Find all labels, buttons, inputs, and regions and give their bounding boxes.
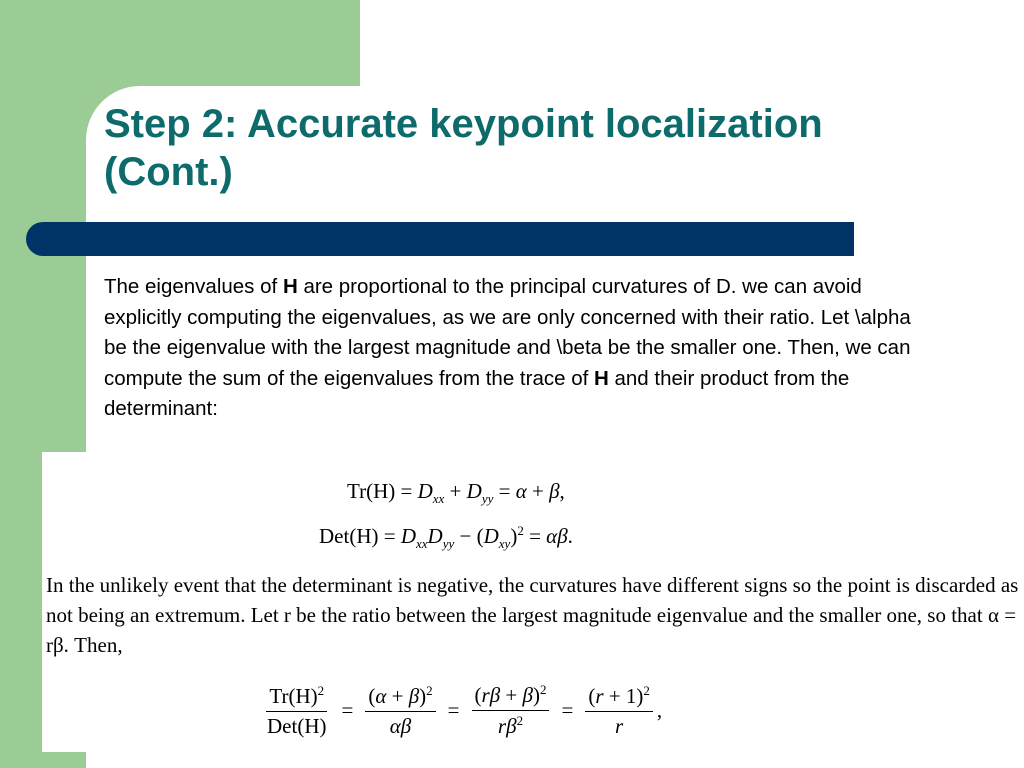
fraction-alpha-beta: $\frac{(\alpha + \beta)^2}{\alpha\beta}$ [365,683,435,739]
body-paragraph [104,272,924,425]
determinant-equation: $Det(H) = D_{xx}D_{yy} - (D_{xy})^2 = \alpha\beta$. [319,523,573,552]
title-line-1: Step 2: Accurate keypoint localization [104,102,823,146]
ratio-equation: $\frac{Tr(H)^2}{\text{Det(H)}}$ = $\frac{(\alpha + \beta)^2}{\alpha\beta}$ = $\frac{(r\beta + \beta)^2}{r\beta^2}$ = $\frac{(r + 1)^2}{r}$ , [260,682,662,739]
paper-paragraph [46,570,1022,660]
slide-title [104,100,984,196]
title-divider-bar [26,222,854,256]
trace-equation: $Tr(H) = D_{xx} + D_{yy} = \alpha + \beta$, [347,479,565,507]
body-text-part: are proportional to the principal curvatures of D. we can avoid explicitly computing the eigenvalues, as we are only concerned with their ratio. Let \alpha be the eigenvalue with the largest magnitude and \beta be the smaller one. Then, we can compute the sum of the eigenvalues from the trace of [104,275,911,390]
body-text-part: The eigenvalues of [104,275,283,298]
fraction-r-beta: $\frac{(r\beta + \beta)^2}{r\beta^2}$ [472,682,550,739]
slide-body-text [104,272,924,425]
paper-excerpt-image [42,452,1024,752]
title-line-2: (Cont.) [104,150,233,194]
body-text-part: and their product from the determinant: [104,366,850,420]
matrix-h-bold: H [594,366,609,390]
fraction-r-plus-one: $\frac{(r + 1)^2}{r}$ [585,683,653,739]
fraction-trace-over-det: $\frac{Tr(H)^2}{\text{Det(H)}}$ [267,682,327,738]
paper-paragraph-text: In the unlikely event that the determinant is negative, the curvatures have different signs so the point is discarded as not being an extremum. Let r be the ratio between the largest magnitude eigenvalue and the smaller one, so that α = rβ. Then, [46,573,1019,657]
matrix-h-bold: H [282,275,298,298]
